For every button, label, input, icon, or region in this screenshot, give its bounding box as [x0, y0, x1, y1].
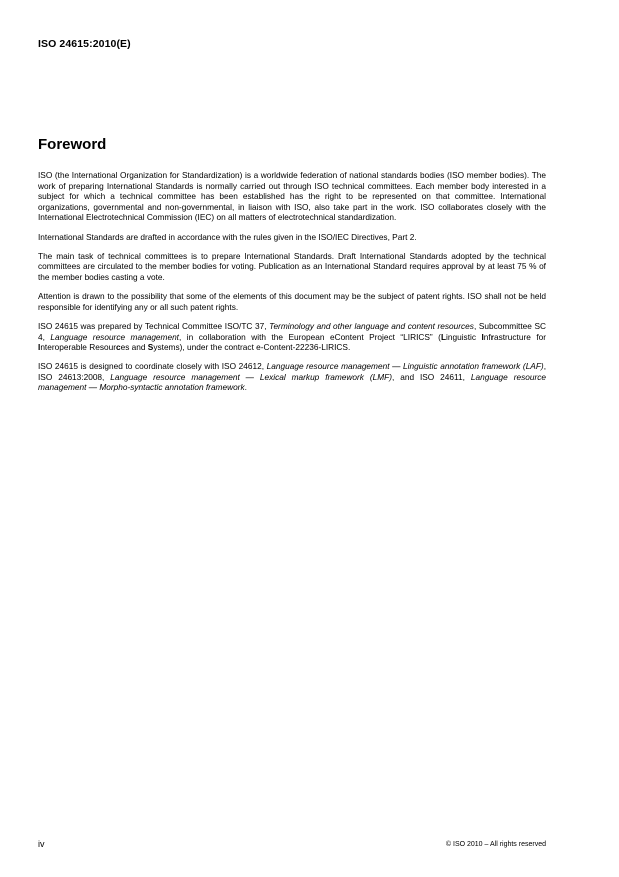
p5-text-7: nteroperable Resour	[40, 342, 116, 353]
paragraph-4: Attention is drawn to the possibility that some of the elements of this document may be the subject of patent rights. ISO shall not be held responsible for identifying any or all such patent rights.	[38, 291, 546, 312]
page-number: iv	[38, 839, 45, 849]
p5-text-2: , Subcommittee SC 4,	[38, 320, 546, 342]
page-title: Foreword	[38, 136, 107, 153]
p6-italic-maf: Language resource management — Morpho-syntactic annotation framework	[38, 371, 546, 393]
p5-bold-i2: I	[38, 342, 41, 353]
p6-italic-lmf: Language resource management — Lexical markup framework (LMF)	[110, 371, 392, 382]
p5-italic-subcommittee: Language resource management	[50, 331, 179, 342]
p5-text-8: es and	[120, 342, 148, 353]
p6-text-1: ISO 24615 is designed to coordinate closely with ISO 24612,	[38, 361, 267, 372]
paragraph-3: The main task of technical committees is to prepare International Standards. Draft International Standards adopted by the technical committees are circulated to the member bodies for voting. Publication as an International Standard requires approval by at least 75 % of the member bodies casting a vote.	[38, 250, 546, 282]
p5-bold-l: L	[440, 331, 447, 342]
p5-text-4: inguistic	[446, 331, 482, 342]
p6-text-3: , and ISO 24611,	[391, 371, 471, 382]
document-id: ISO 24615:2010(E)	[38, 38, 131, 50]
p5-bold-c: c	[115, 342, 121, 353]
p5-text-3: , in collaboration with the European eContent Project “LIRICS” (	[179, 331, 441, 342]
p5-text-6: astructure for	[493, 331, 547, 342]
paragraph-2: International Standards are drafted in accordance with the rules given in the ISO/IEC Directives, Part 2.	[38, 231, 417, 242]
p5-italic-committee: Terminology and other language and content resources	[269, 320, 474, 331]
p5-bold-s: S	[147, 342, 154, 353]
p6-text-4: .	[244, 382, 247, 393]
foreword-body	[38, 170, 546, 402]
p5-bold-i1: I	[481, 331, 484, 342]
copyright-notice: © ISO 2010 – All rights reserved	[445, 841, 546, 848]
p5-text-1: ISO 24615 was prepared by Technical Committee ISO/TC 37,	[38, 320, 270, 331]
p6-text-2: , ISO 24613:2008,	[38, 361, 546, 382]
p5-text-5: nf	[483, 331, 491, 342]
paragraph-5	[38, 321, 546, 353]
p5-text-9: ystems), under the contract e-Content-22236-LIRICS.	[153, 342, 351, 353]
paragraph-1: ISO (the International Organization for Standardization) is a worldwide federation of national standards bodies (ISO member bodies). The work of preparing International Standards is normally carried out through ISO technical committees. Each member body interested in a subject for which a technical committee has been established has the right to be represented on that committee. International organizations, governmental and non-governmental, in liaison with ISO, also take part in the work. ISO collaborates closely with the International Electrotechnical Commission (IEC) on all matters of electrotechnical standardization.	[38, 170, 546, 223]
p6-italic-laf: Language resource management — Linguistic annotation framework (LAF)	[266, 361, 544, 372]
paragraph-6	[38, 361, 546, 393]
p5-bold-r: r	[490, 331, 494, 342]
